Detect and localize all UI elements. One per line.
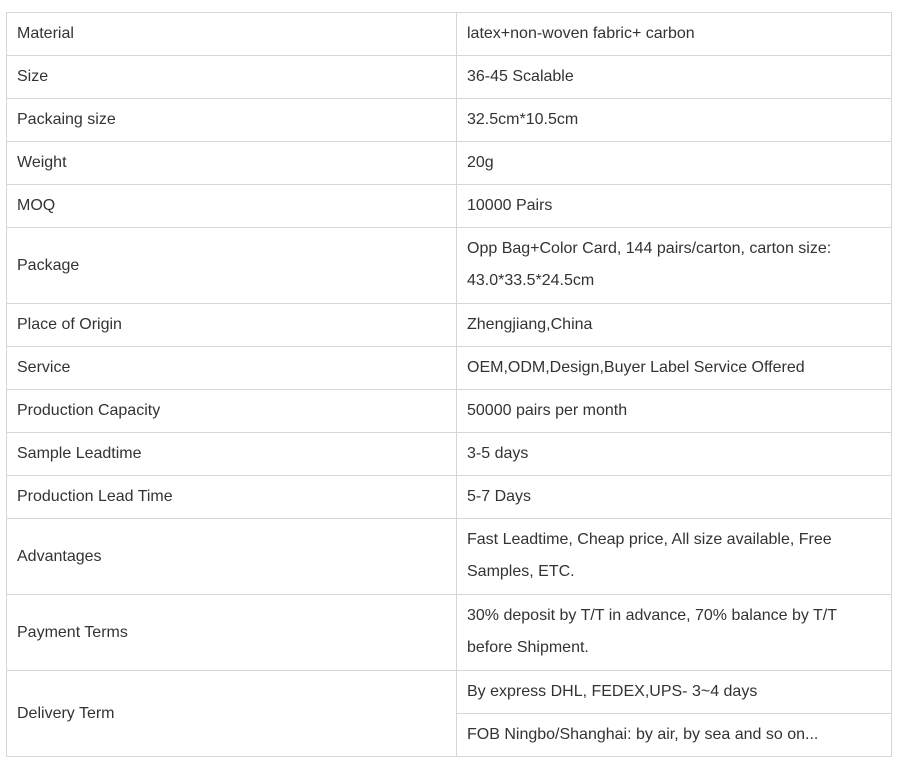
service-label: Service (7, 347, 457, 390)
table-row-production-capacity (7, 390, 892, 433)
table-row-place-of-origin (7, 304, 892, 347)
sample-leadtime-label: Sample Leadtime (7, 433, 457, 476)
delivery-term-value-line1: By express DHL, FEDEX,UPS- 3~4 days (457, 671, 892, 714)
table-row-service (7, 347, 892, 390)
table-row-size (7, 56, 892, 99)
advantages-value (457, 519, 892, 595)
payment-terms-value-line2: before Shipment. (467, 639, 589, 656)
table-row-material (7, 13, 892, 56)
size-value: 36-45 Scalable (457, 56, 892, 99)
package-value (457, 228, 892, 304)
weight-label: Weight (7, 142, 457, 185)
advantages-value-line1: Fast Leadtime, Cheap price, All size available, Free (467, 531, 832, 548)
size-label: Size (7, 56, 457, 99)
payment-terms-label: Payment Terms (7, 595, 457, 671)
production-capacity-label: Production Capacity (7, 390, 457, 433)
moq-label: MOQ (7, 185, 457, 228)
production-capacity-value: 50000 pairs per month (457, 390, 892, 433)
payment-terms-value-line1: 30% deposit by T/T in advance, 70% balance by T/T (467, 607, 837, 624)
table-row-payment-terms (7, 595, 892, 671)
table-row-production-lead-time (7, 476, 892, 519)
material-value: latex+non-woven fabric+ carbon (457, 13, 892, 56)
table-row-sample-leadtime (7, 433, 892, 476)
production-lead-time-label: Production Lead Time (7, 476, 457, 519)
advantages-value-line2: Samples, ETC. (467, 563, 575, 580)
table-row-packaging-size (7, 99, 892, 142)
advantages-label: Advantages (7, 519, 457, 595)
table-row-weight (7, 142, 892, 185)
package-value-line2: 43.0*33.5*24.5cm (467, 272, 595, 289)
sample-leadtime-value: 3-5 days (457, 433, 892, 476)
delivery-term-value-line2: FOB Ningbo/Shanghai: by air, by sea and so on... (457, 714, 892, 757)
packaging-size-value: 32.5cm*10.5cm (457, 99, 892, 142)
table-row-delivery-term (7, 671, 892, 714)
package-label: Package (7, 228, 457, 304)
payment-terms-value (457, 595, 892, 671)
material-label: Material (7, 13, 457, 56)
service-value: OEM,ODM,Design,Buyer Label Service Offered (457, 347, 892, 390)
product-spec-table (6, 12, 892, 757)
packaging-size-label: Packaing size (7, 99, 457, 142)
table-row-moq (7, 185, 892, 228)
table-row-advantages (7, 519, 892, 595)
place-of-origin-value: Zhengjiang,China (457, 304, 892, 347)
table-row-package (7, 228, 892, 304)
weight-value: 20g (457, 142, 892, 185)
delivery-term-label: Delivery Term (7, 671, 457, 757)
moq-value: 10000 Pairs (457, 185, 892, 228)
place-of-origin-label: Place of Origin (7, 304, 457, 347)
package-value-line1: Opp Bag+Color Card, 144 pairs/carton, carton size: (467, 240, 832, 257)
production-lead-time-value: 5-7 Days (457, 476, 892, 519)
